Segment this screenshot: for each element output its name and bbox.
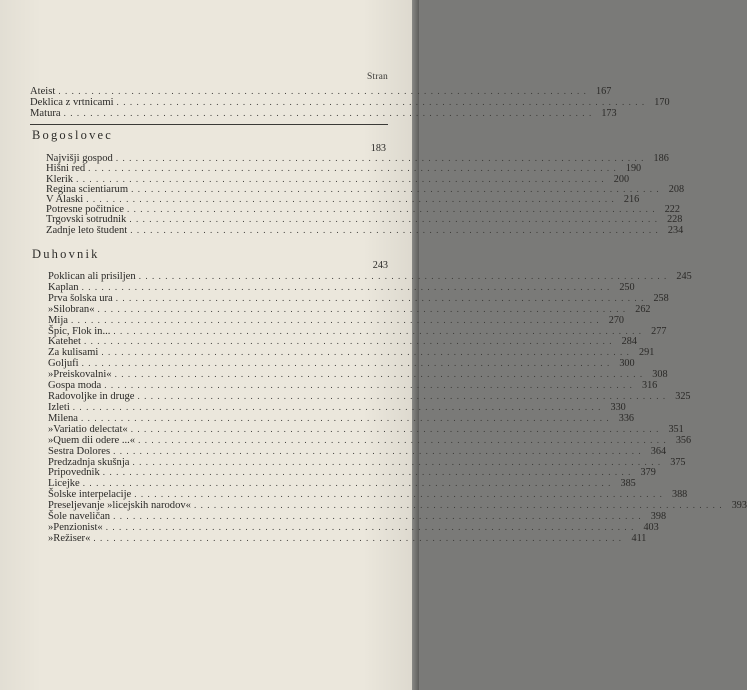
toc-entry	[48, 467, 656, 479]
toc-entry	[48, 325, 667, 337]
toc-entry-page: 356	[675, 434, 692, 446]
toc-leader-dots: ................................................................................	[83, 336, 616, 347]
toc-entry-title: »Penzionist«	[48, 522, 103, 534]
toc-entry	[30, 86, 612, 97]
toc-entry-page: 411	[631, 533, 647, 544]
toc-entry	[30, 97, 670, 108]
toc-entry	[48, 358, 635, 370]
toc-entry-page: 258	[653, 292, 669, 304]
toc-entry	[48, 314, 625, 326]
toc-entry-title: Klerik	[46, 173, 74, 185]
toc-leader-dots: ................................................................................	[138, 434, 671, 445]
toc-leader-dots: ................................................................................	[72, 401, 605, 412]
toc-entry-title: »Silobran«	[48, 303, 95, 315]
toc-entry-title: Špic, Flok in...	[48, 325, 111, 337]
toc-leader-dots: ................................................................................	[101, 347, 634, 358]
toc-entry-title: Predzadnja skušnja	[48, 456, 130, 468]
toc-entry	[48, 281, 635, 293]
toc-leader-dots: ................................................................................	[71, 314, 604, 325]
toc-entry-title: Gospa moda	[48, 380, 102, 392]
toc-leader-dots: ................................................................................	[82, 478, 615, 489]
toc-entry-title: Pripovednik	[48, 467, 100, 479]
toc-entry-title: Zadnje leto študent	[46, 224, 128, 236]
toc-leader-dots: ................................................................................	[137, 391, 670, 402]
toc-entry-title: Deklica z vrtnicami	[30, 97, 114, 108]
toc-entry-page: 270	[608, 314, 625, 326]
toc-leader-dots: ................................................................................	[115, 153, 648, 164]
toc-leader-dots: ................................................................................	[132, 456, 665, 467]
toc-entry	[48, 369, 668, 381]
toc-leader-dots: ................................................................................	[138, 270, 671, 281]
toc-entry-page: 208	[668, 183, 685, 195]
toc-leader-dots: ................................................................................	[76, 173, 609, 184]
toc-entry	[48, 292, 669, 304]
toc-entry	[48, 380, 658, 392]
toc-entry-title: Matura	[30, 108, 61, 119]
toc-leader-dots: ................................................................................	[130, 423, 663, 434]
toc-entry	[48, 500, 747, 512]
toc-entry-title: Trgovski sotrudnik	[46, 214, 127, 226]
toc-entry	[48, 489, 688, 501]
toc-leader-dots: ................................................................................	[116, 97, 649, 107]
toc-entry	[46, 224, 684, 236]
toc-entry-title: Šolske interpelacije	[48, 489, 132, 501]
toc-entry-title: Za kulisami	[48, 347, 99, 359]
toc-entry-title: Najvišji gospod	[46, 153, 113, 165]
toc-entry	[48, 412, 635, 424]
toc-entry	[48, 336, 637, 348]
toc-entry	[48, 478, 636, 490]
toc-entry-title: Goljufi	[48, 358, 79, 370]
toc-entry-title: Licejke	[48, 478, 80, 490]
toc-entry-title: Ateist	[30, 86, 56, 97]
toc-entry-page: 325	[675, 391, 691, 403]
toc-entry-page: 351	[668, 423, 684, 435]
toc-leader-dots: ................................................................................	[88, 163, 621, 174]
toc-entry-page: 234	[667, 224, 684, 236]
toc-entry-title: Radovoljke in druge	[48, 391, 135, 403]
toc-entry	[48, 303, 651, 315]
toc-entry-page: 173	[601, 108, 617, 119]
toc-entry	[48, 401, 626, 413]
toc-entry-page: 336	[618, 412, 635, 424]
toc-entry-page: 216	[623, 194, 640, 205]
toc-entry-page: 277	[651, 325, 667, 337]
toc-entry-page: 250	[619, 281, 635, 293]
toc-entry-title: Potresne počitnice	[46, 204, 124, 216]
toc-entry-page: 222	[664, 204, 680, 216]
toc-entry-page: 388	[671, 489, 688, 501]
toc-entry-page: 385	[620, 478, 636, 490]
toc-entry	[48, 423, 684, 435]
toc-entry-page: 284	[621, 336, 637, 348]
toc-entry-page: 330	[610, 401, 626, 413]
toc-entry	[48, 347, 655, 359]
section-divider	[30, 124, 388, 125]
toc-entry	[48, 270, 692, 282]
toc-entry-page: 375	[670, 456, 686, 468]
toc-entry-title: Katehet	[48, 336, 81, 348]
toc-leader-dots: ................................................................................	[126, 204, 659, 215]
toc-entry-title: Sestra Dolores	[48, 445, 111, 457]
toc-entry-page: 316	[641, 380, 658, 392]
toc-entry-title: Izleti	[48, 401, 70, 413]
section-title-duhovnik: Duhovnik	[32, 247, 100, 261]
toc-leader-dots: ................................................................................	[58, 86, 591, 96]
toc-entry-page: 200	[613, 173, 630, 185]
toc-entry-page: 183	[370, 143, 386, 154]
toc-leader-dots: ................................................................................	[102, 467, 635, 478]
toc-entry-title: »Režiser«	[48, 533, 91, 544]
toc-leader-dots: ................................................................................	[63, 108, 596, 118]
toc-entry-page: 300	[619, 358, 635, 370]
toc-leader-dots: ................................................................................	[81, 281, 614, 292]
toc-entry-page: 398	[650, 511, 667, 523]
toc-leader-dots: ................................................................................	[134, 489, 667, 500]
toc-leader-dots: ................................................................................	[131, 183, 664, 194]
toc-entry-title: Prva šolska ura	[48, 292, 113, 304]
toc-leader-dots: ................................................................................	[115, 292, 648, 303]
toc-leader-dots: ................................................................................	[193, 500, 726, 511]
toc-leader-dots: ................................................................................	[86, 194, 619, 204]
toc-entry-title: Kaplan	[48, 281, 79, 293]
toc-entry-page: 262	[635, 303, 651, 315]
toc-entry-title: »Variatio delectat«	[48, 423, 128, 435]
toc-entry	[48, 434, 692, 446]
toc-entry-page: 228	[667, 214, 683, 226]
toc-leader-dots: ................................................................................	[81, 358, 614, 369]
toc-entry	[48, 456, 686, 468]
toc-entry-title: Preseljevanje »licejskih narodov«	[48, 500, 191, 512]
toc-entry-page: 379	[640, 467, 656, 479]
toc-entry	[48, 522, 659, 534]
toc-entry-title: Poklican ali prisiljen	[48, 270, 136, 282]
toc-entry-title: V Alaski	[46, 194, 84, 205]
toc-entry-page: 403	[643, 522, 659, 534]
section-title-bogoslovec: Bogoslovec	[32, 128, 114, 142]
toc-leader-dots: ................................................................................	[130, 224, 663, 235]
toc-entry-page: 190	[625, 163, 642, 175]
toc-leader-dots: ................................................................................	[105, 522, 638, 533]
toc-leader-dots: ................................................................................	[113, 511, 646, 522]
toc-entry-title: »Quem dii odere ...«	[48, 434, 136, 446]
toc-leader-dots: ................................................................................	[81, 412, 614, 423]
toc-entry-title: Šole naveličan	[48, 511, 111, 523]
toc-entry-title: Hišni red	[46, 163, 86, 175]
toc-leader-dots: ................................................................................	[114, 369, 647, 380]
toc-entry-page: 167	[596, 86, 612, 97]
toc-leader-dots: ................................................................................	[113, 445, 646, 456]
toc-entry	[48, 260, 388, 271]
toc-entry-title: Milena	[48, 412, 79, 424]
toc-leader-dots: ................................................................................	[104, 380, 637, 391]
toc-leader-dots: ................................................................................	[113, 325, 646, 336]
toc-leader-dots: ................................................................................	[97, 303, 630, 314]
toc-entry	[48, 391, 691, 403]
toc-entry-page: 308	[652, 369, 668, 381]
toc-entry-page: 393	[731, 500, 747, 512]
page-column-header: Stran	[366, 72, 388, 82]
toc-leader-dots: ................................................................................	[93, 533, 626, 543]
toc-entry	[48, 511, 667, 523]
toc-entry	[30, 108, 617, 119]
toc-entry-page: 245	[676, 270, 692, 282]
toc-leader-dots: ................................................................................	[129, 214, 662, 225]
toc-entry	[48, 445, 667, 457]
toc-entry-page: 243	[372, 260, 388, 271]
toc-entry-title: »Preiskovalni«	[48, 369, 112, 381]
toc-entry	[48, 533, 647, 544]
toc-entry-page: 291	[639, 347, 655, 359]
toc-entry-page: 364	[650, 445, 667, 457]
toc-entry-title: Regina scientiarum	[46, 183, 129, 195]
toc-entry-title: Mija	[48, 314, 69, 326]
toc-entry-page: 186	[653, 153, 669, 165]
toc-entry-page: 170	[654, 97, 670, 108]
